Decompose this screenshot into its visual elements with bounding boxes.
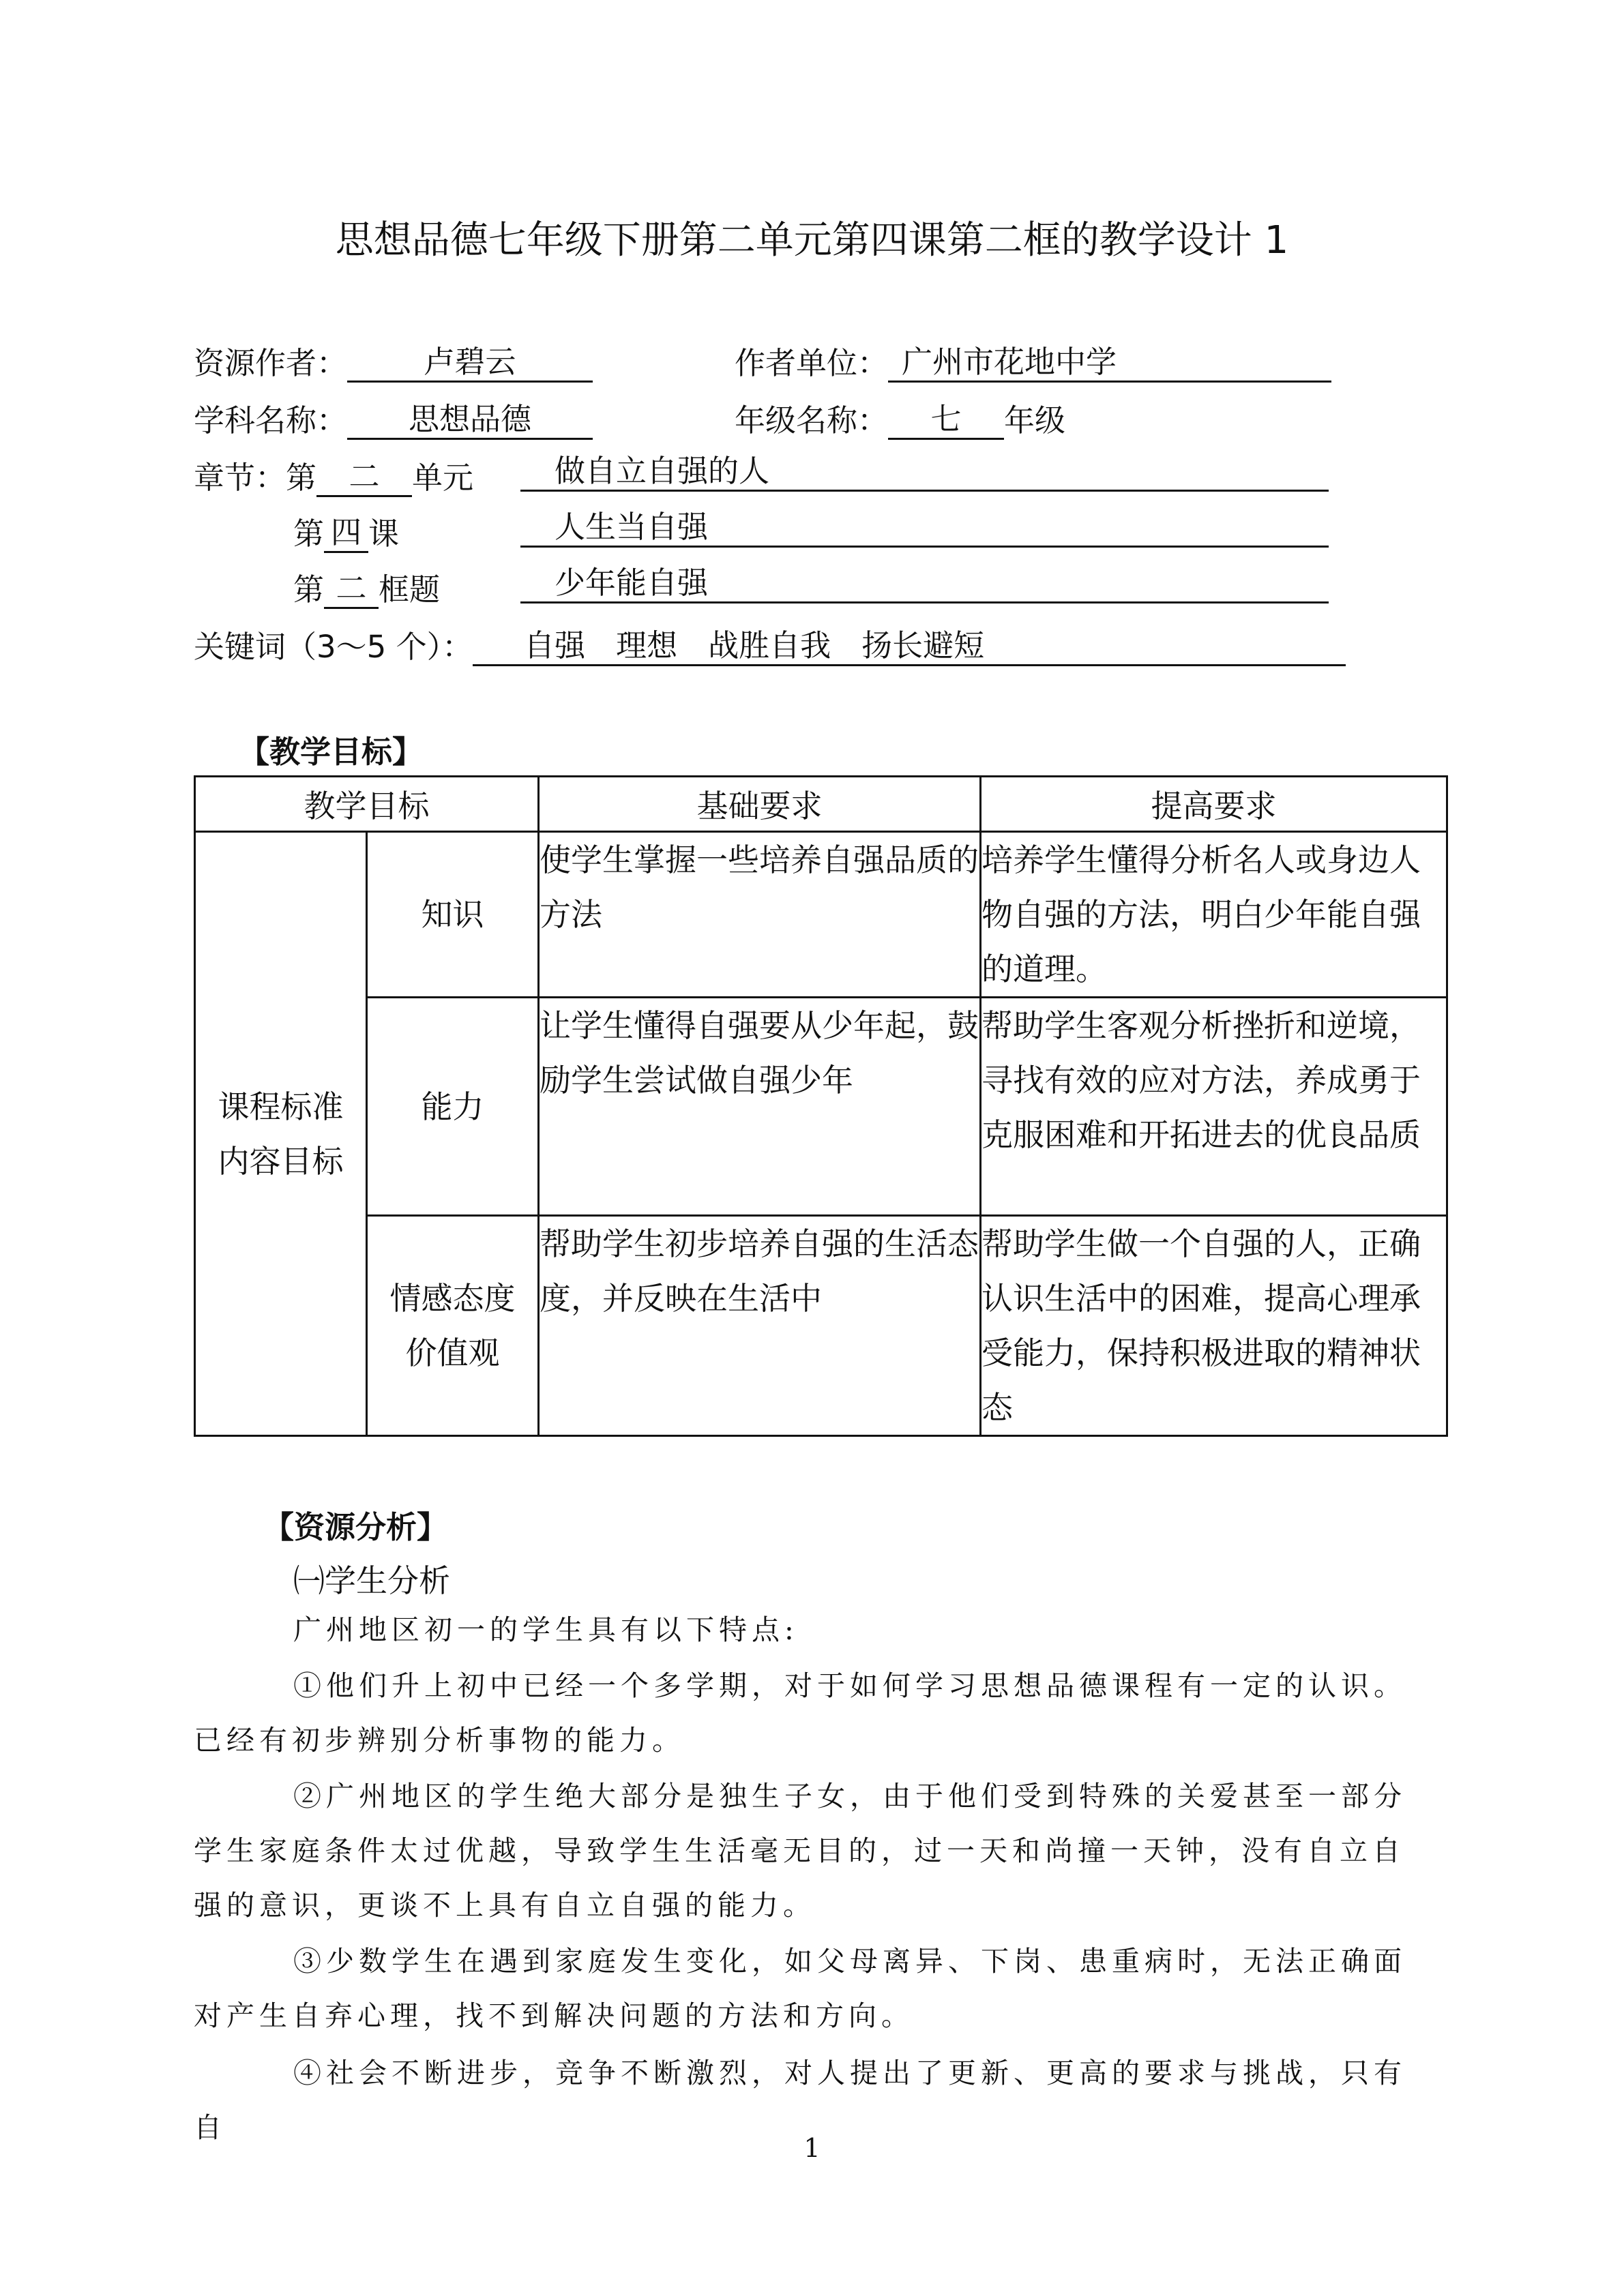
header-advanced: 提高要求 [981,777,1447,832]
table-row [195,832,1447,998]
analysis-point-2: ②广州地区的学生绝大部分是独生子女，由于他们受到特殊的关爱甚至一部分学生家庭条件太过优越，导致学生生活毫无目的，过一天和尚撞一天钟，没有自立自强的意识，更谈不上具有自立自强的能力。 [194,1780,1406,1922]
subject-row [194,396,593,440]
page-number: 1 [803,2133,821,2163]
frame-title: 少年能自强 [520,565,1329,603]
frame-suffix: 框题 [379,571,441,608]
grade-value: 七 [888,401,1004,440]
analysis-point-4: ④社会不断进步，竞争不断激烈，对人提出了更新、更高的要求与挑战，只有自 [194,2057,1406,2144]
subject-label: 学科名称： [194,402,348,438]
frame-num: 二 [324,570,379,609]
dim-cell: 情感态度价值观 [367,1216,539,1436]
category-cell [195,832,367,1436]
goals-header-row [195,777,1447,832]
table-row [195,1216,1447,1436]
chapter-suffix: 单元 [412,460,474,496]
grade-suffix: 年级 [1004,402,1066,438]
header-basic: 基础要求 [539,777,981,832]
dim-cell: 知识 [367,832,539,998]
dim-cell: 能力 [367,998,539,1216]
frame-title-row [520,565,1329,603]
grade-row [735,396,1065,440]
unit-row [735,338,1331,383]
keywords-value: 自强 理想 战胜自我 扬长避短 [473,627,1346,666]
unit-value: 广州市花地中学 [888,344,1331,383]
frame-row [293,565,440,609]
category-label: 课程标准内容目标 [218,1088,344,1180]
basic-cell: 帮助学生初步培养自强的生活态度，并反映在生活中 [539,1216,981,1436]
analysis-heading: 【资源分析】 [263,1509,448,1545]
advanced-cell: 帮助学生客观分析挫折和逆境，寻找有效的应对方法，养成勇于克服困难和开拓进去的优良品质 [981,998,1447,1216]
subject-value: 思想品德 [347,401,593,440]
chapter-title: 做自立自强的人 [520,453,1329,492]
author-label: 资源作者： [194,345,348,381]
lesson-suffix: 课 [368,516,400,552]
lesson-title: 人生当自强 [520,509,1329,548]
author-value: 卢碧云 [347,344,593,383]
goals-table [194,775,1448,1437]
chapter-num: 二 [316,458,412,497]
grade-label: 年级名称： [735,402,889,438]
analysis-point-3: ③少数学生在遇到家庭发生变化，如父母离异、下岗、患重病时，无法正确面对产生自弃心理，找不到解决问题的方法和方向。 [194,1945,1406,2032]
unit-label: 作者单位： [735,345,889,381]
frame-prefix: 第 [293,571,325,608]
analysis-intro: 广州地区初一的学生具有以下特点: [293,1613,799,1646]
advanced-cell: 帮助学生做一个自强的人，正确认识生活中的困难，提高心理承受能力，保持积极进取的精神状态 [981,1216,1447,1436]
basic-cell: 使学生掌握一些培养自强品质的方法 [539,832,981,998]
page-title: 思想品德七年级下册第二单元第四课第二框的教学设计 1 [335,218,1289,263]
table-row [195,998,1447,1216]
analysis-subheading: ㈠学生分析 [293,1562,450,1599]
advanced-cell: 培养学生懂得分析名人或身边人物自强的方法，明白少年能自强的道理。 [981,832,1447,998]
chapter-label: 章节：第 [194,460,317,496]
author-row [194,338,593,383]
chapter-row [194,453,473,497]
keywords-row [194,622,1346,666]
goals-heading: 【教学目标】 [239,734,424,770]
basic-cell: 让学生懂得自强要从少年起，鼓励学生尝试做自强少年 [539,998,981,1216]
chapter-title-row [520,453,1329,492]
lesson-num: 四 [324,514,368,553]
analysis-point-1: ①他们升上初中已经一个多学期，对于如何学习思想品德课程有一定的认识。已经有初步辨别分析事物的能力。 [194,1669,1406,1757]
header-goal: 教学目标 [195,777,539,832]
lesson-row [293,509,399,553]
lesson-title-row [520,509,1329,548]
keywords-label: 关键词（3～5 个）： [194,629,473,665]
lesson-prefix: 第 [293,516,325,552]
